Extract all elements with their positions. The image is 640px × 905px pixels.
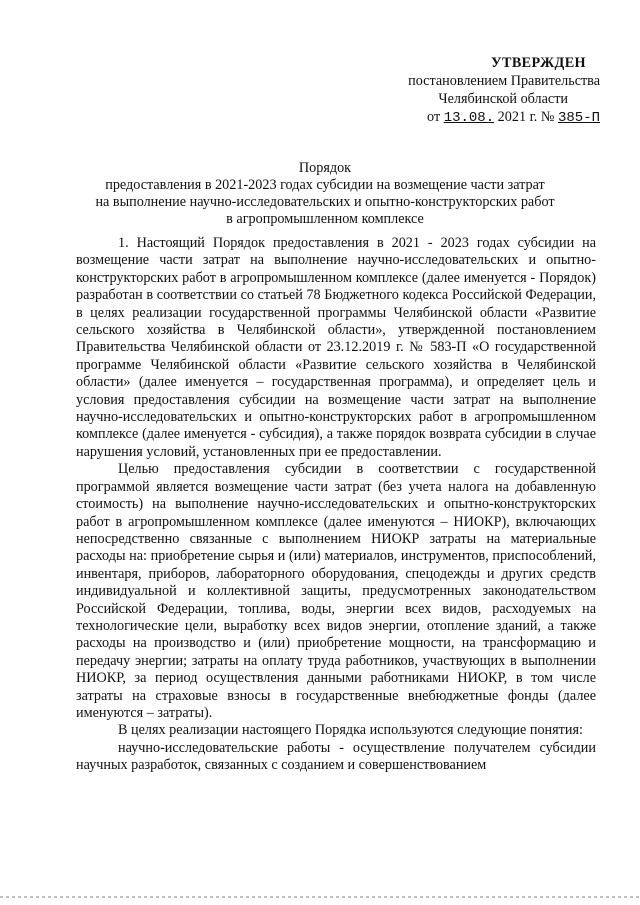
- title-line-3: на выполнение научно-исследовательских и опытно-конструкторских работ: [95, 194, 555, 210]
- year-text: 2021 г. №: [497, 109, 555, 125]
- paragraph: научно-исследовательские работы - осуществление получателем субсидии научных разработок, связанных с созданием и совершенствованием: [76, 739, 596, 774]
- paragraph: Целью предоставления субсидии в соответствии с государственной программой является возмещение части затрат (без учета налога на добавленную стоимость) на выполнение научно-исследовательских и опытно-конструкторских работ в агропромышленном комплексе (далее именуются – НИОКР), включающих непосредственно связанные с выполнением НИОКР затраты на материальные расходы на: приобретение сырья и (или) материалов, инструментов, приспособлений, инвентаря, приборов, лабораторного оборудования, спецодежды и других средств индивидуальной и коллективной защиты, предусмотренных законодательством Российской Федерации, топлива, воды, энергии всех видов, расходуемых на технологические цели, выработку всех видов энергии, отопление зданий, а также расходы на производство и (или) приобретение мощности, на трансформацию и передачу энергии; затраты на оплату труда работников, участвующих в выполнении НИОКР, за период осуществления данными работниками НИОКР, в том числе затраты на страховые взносы в государственные внебюджетные фонды (далее именуются – затраты).: [76, 461, 596, 721]
- scan-bottom-edge: [0, 896, 640, 898]
- approval-stamp: [380, 54, 600, 127]
- title-line-2: предоставления в 2021-2023 годах субсидии на возмещение части затрат: [105, 177, 545, 193]
- title-line-1: Порядок: [298, 160, 352, 176]
- approval-heading: УТВЕРЖДЕН: [491, 55, 586, 71]
- approval-date-line: [380, 108, 600, 127]
- document-title: [70, 160, 580, 228]
- document-body: [76, 235, 596, 775]
- paragraph: В целях реализации настоящего Порядка используются следующие понятия:: [118, 722, 583, 739]
- handwritten-number: 385-П: [557, 110, 600, 126]
- approval-line-2: Челябинской области: [438, 91, 568, 107]
- date-prefix: от: [427, 109, 441, 125]
- paragraph: 1. Настоящий Порядок предоставления в 2021 - 2023 годах субсидии на возмещение части затрат на выполнение научно-исследовательских и опытно-конструкторских работ в агропромышленном комплексе (далее именуется - Порядок) разработан в соответствии со статьей 78 Бюджетного кодекса Российской Федерации, в целях реализации государственной программы Челябинской области «Развитие сельского хозяйства в Челябинской области», утвержденной постановлением Правительства Челябинской области от 23.12.2019 г. № 583-П «О государственной программе Челябинской области «Развитие сельского хозяйства в Челябинской области» (далее именуется – государственная программа), и определяет цель и условия предоставления субсидии на возмещение части затрат на выполнение научно-исследовательских и опытно-конструкторских работ в агропромышленном комплексе (далее именуется - субсидия), а также порядок возврата субсидии в случае нарушения условий, установленных при ее предоставлении.: [76, 235, 596, 460]
- title-line-4: в агропромышленном комплексе: [226, 211, 424, 227]
- approval-line-1: постановлением Правительства: [408, 73, 600, 89]
- handwritten-date: 13.08.: [443, 110, 495, 126]
